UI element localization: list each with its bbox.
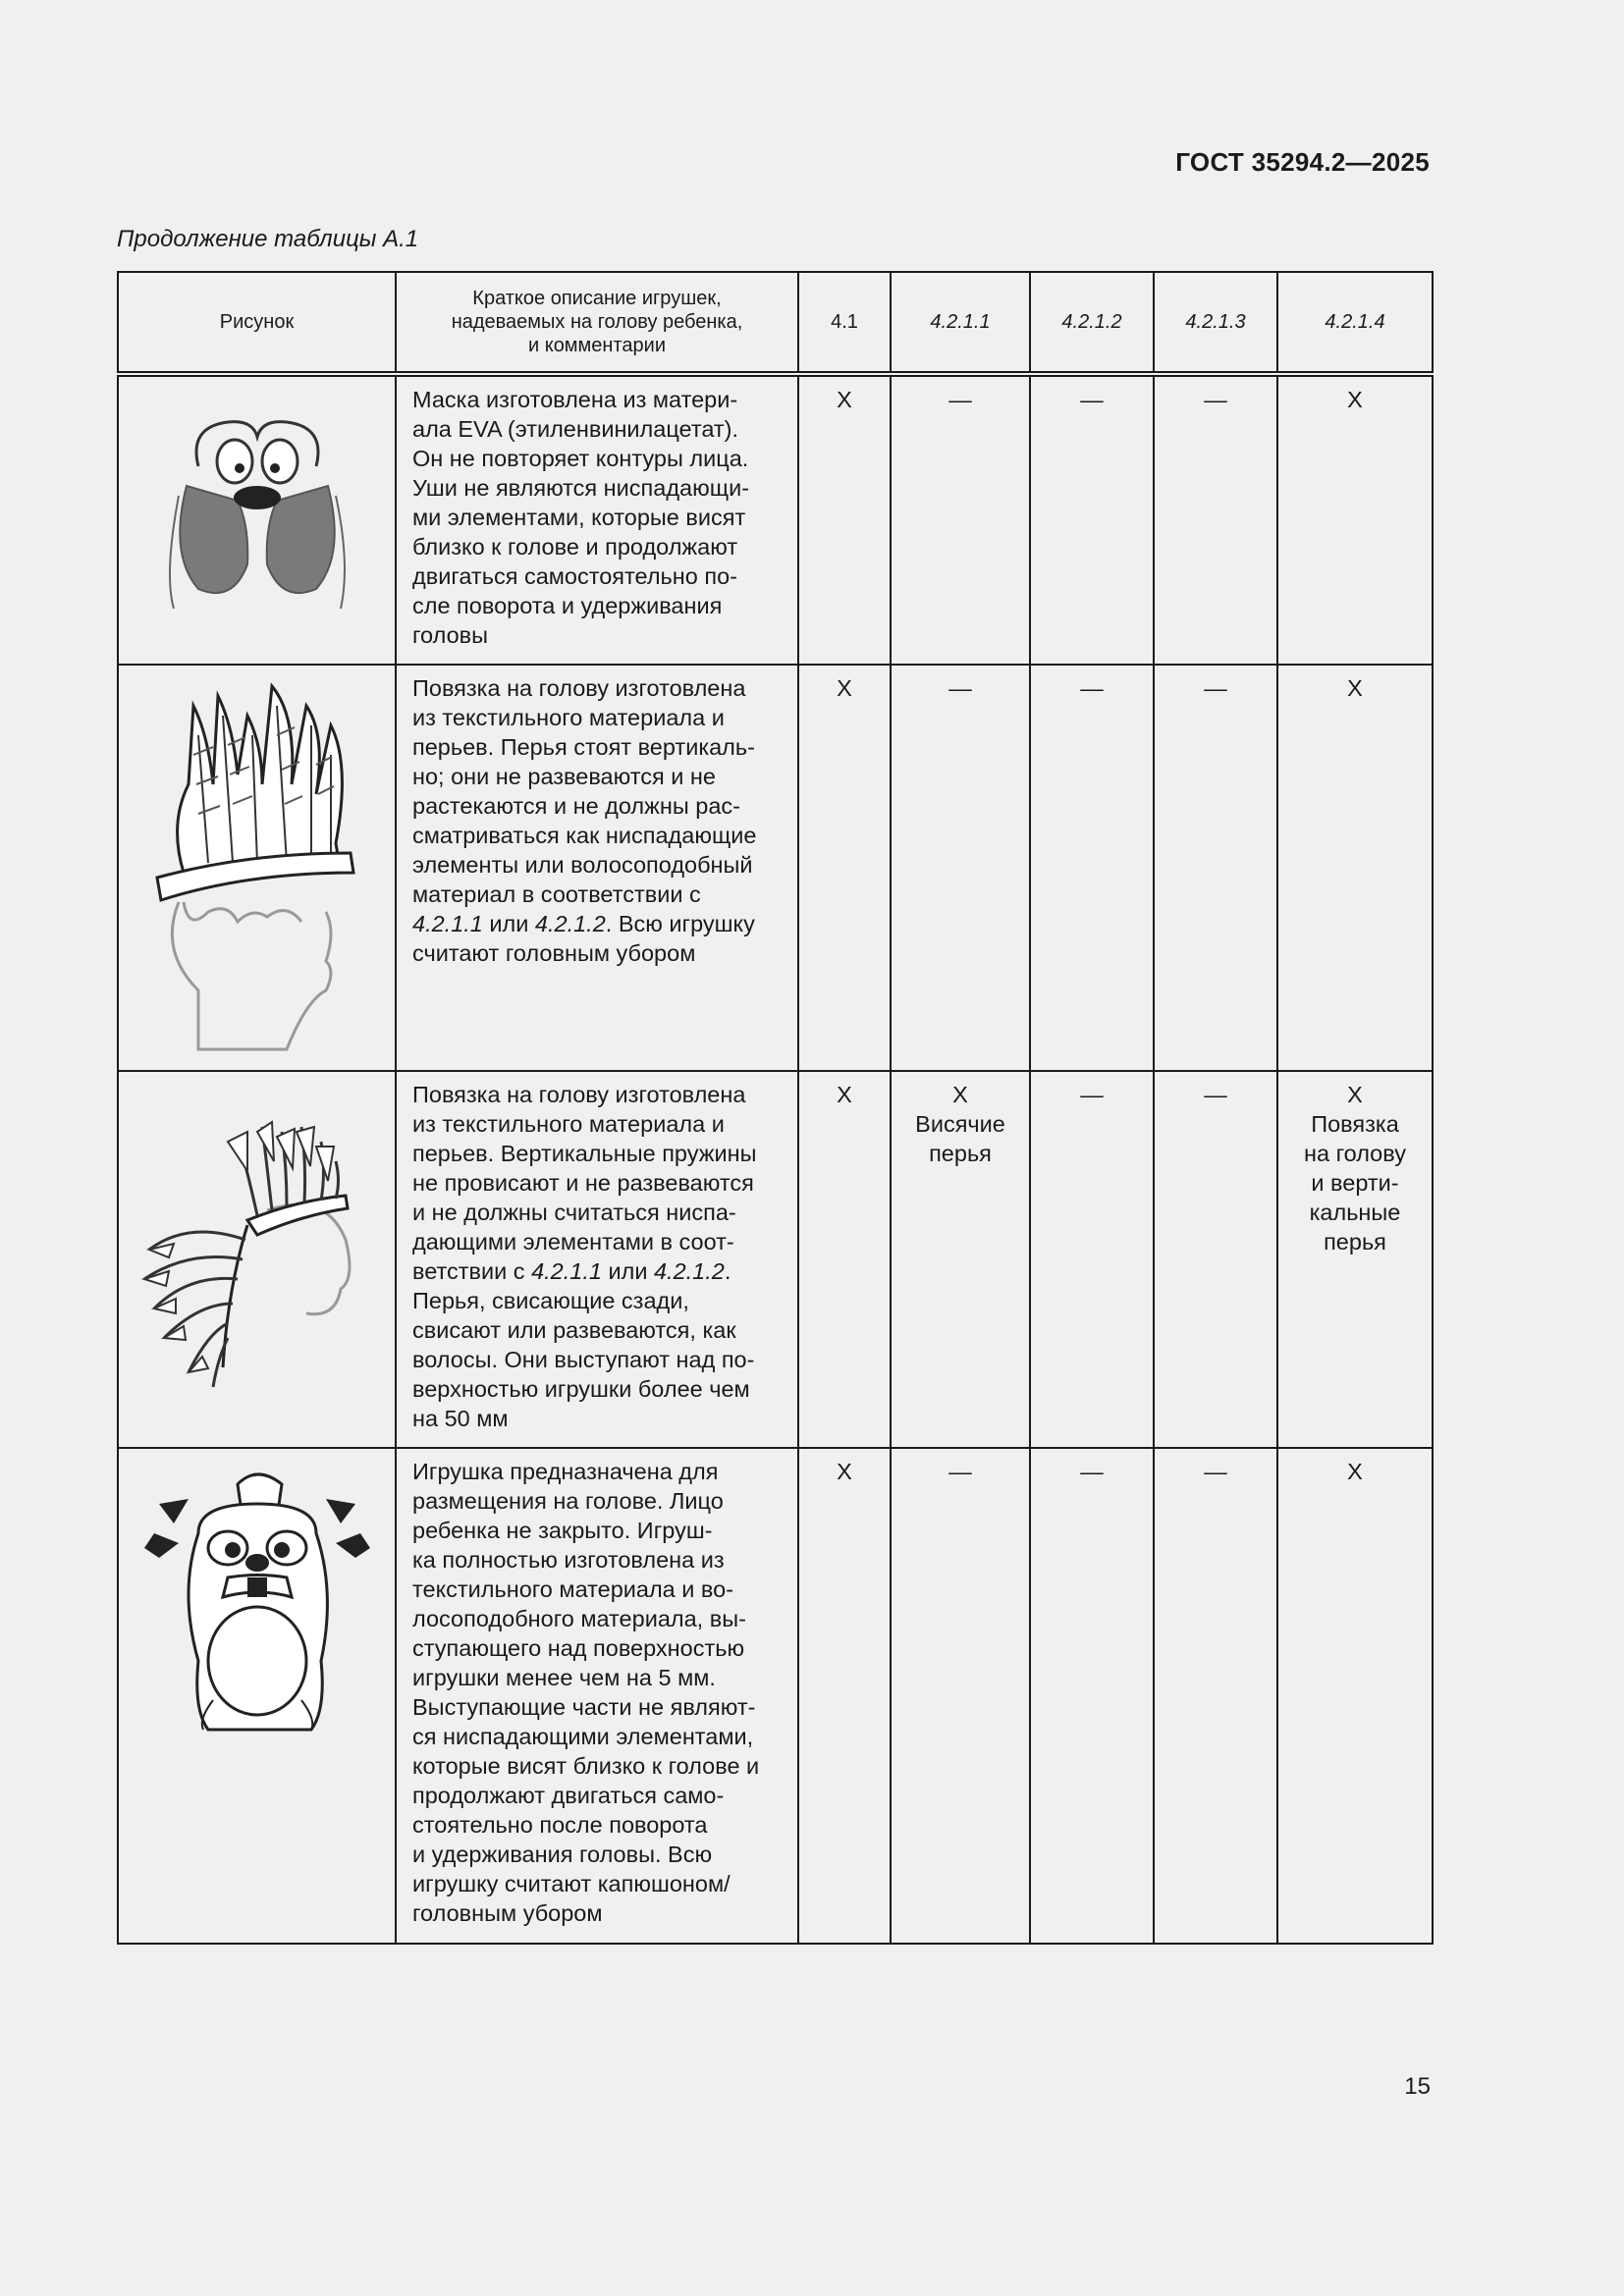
mark-4-2-1-1: — — [891, 374, 1030, 665]
mask-illustration — [139, 407, 375, 633]
col-header-4-2-1-1: 4.2.1.1 — [891, 272, 1030, 374]
table-row — [118, 1071, 1433, 1448]
description-cell: Маска изготовлена из матери- ала EVA (этиленвинилацетат). Он не повторяет контуры лица. Уши не являются ниспадающи- ми элементами, которые висят близко к голове и продолжают двигаться самостоятельно по- сле поворота и удерживания головы — [396, 374, 798, 665]
mark-4-2-1-2: — — [1030, 665, 1154, 1071]
feather-headband-illustration — [139, 676, 375, 1059]
description-cell: Повязка на голову изготовлена из текстильного материала и перьев. Перья стоят вертикаль- но; они не развеваются и не растекаются и не должны рас- сматриваться как ниспадающие элементы или волосоподобный материал в соответствии с 4.2.1.1 или 4.2.1.2. Всю игрушку считают головным убором — [396, 665, 798, 1071]
table-row — [118, 374, 1433, 665]
table-row — [118, 1448, 1433, 1944]
mark-4-1: X — [798, 374, 891, 665]
description-cell: Игрушка предназначена для размещения на голове. Лицо ребенка не закрыто. Игруш- ка полностью изготовлена из текстильного материала и во- лосоподобного материала, вы- ступающего над поверхностью игрушки менее чем на 5 мм. Выступающие части не являют- ся ниспадающими элементами, которые висят близко к голове и продолжают двигаться само- стоятельно после поворота и удерживания головы. Всю игрушку считают капюшоном/ головным убором — [396, 1448, 798, 1944]
mark-4-1: X — [798, 1071, 891, 1448]
mark-4-2-1-4: X — [1277, 665, 1433, 1071]
table-caption: Продолжение таблицы А.1 — [117, 226, 419, 252]
picture-cell — [118, 1448, 396, 1944]
mark-4-2-1-4: X — [1277, 1448, 1433, 1944]
mark-4-2-1-2: — — [1030, 1448, 1154, 1944]
mark-4-2-1-2: — — [1030, 374, 1154, 665]
mark-4-2-1-3: — — [1154, 1071, 1277, 1448]
mark-4-1: X — [798, 665, 891, 1071]
feather-spring-headband-illustration — [130, 1112, 385, 1407]
mark-4-2-1-1: — — [891, 1448, 1030, 1944]
requirements-table — [117, 271, 1434, 1945]
standard-number: ГОСТ 35294.2—2025 — [1175, 147, 1430, 177]
description-cell: Повязка на голову изготовлена из текстильного материала и перьев. Вертикальные пружины не провисают и не развеваются и не должны считаться ниспа- дающими элементами в соот- ветствии с 4.2.1.1 или 4.2.1.2. Перья, свисающие сзади, свисают или развеваются, как волосы. Они выступают над по- верхностью игрушки более чем на 50 мм — [396, 1071, 798, 1448]
table-row — [118, 665, 1433, 1071]
col-header-4-1: 4.1 — [798, 272, 891, 374]
col-header-4-2-1-4: 4.2.1.4 — [1277, 272, 1433, 374]
col-header-4-2-1-2: 4.2.1.2 — [1030, 272, 1154, 374]
mark-4-2-1-3: — — [1154, 374, 1277, 665]
mark-4-2-1-1: — — [891, 665, 1030, 1071]
col-header-4-2-1-3: 4.2.1.3 — [1154, 272, 1277, 374]
page-number: 15 — [1404, 2073, 1431, 2100]
col-header-picture: Рисунок — [118, 272, 396, 374]
mark-4-2-1-3: — — [1154, 665, 1277, 1071]
mark-4-1: X — [798, 1448, 891, 1944]
table-header-row — [118, 272, 1433, 374]
mark-4-2-1-3: — — [1154, 1448, 1277, 1944]
picture-cell — [118, 1071, 396, 1448]
mark-4-2-1-4: X — [1277, 374, 1433, 665]
mark-4-2-1-4: X Повязка на голову и верти- кальные перья — [1277, 1071, 1433, 1448]
picture-cell — [118, 665, 396, 1071]
mark-4-2-1-1: X Висячие перья — [891, 1071, 1030, 1448]
monster-hood-illustration — [139, 1465, 375, 1749]
col-header-description: Краткое описание игрушек, надеваемых на голову ребенка, и комментарии — [396, 272, 798, 374]
picture-cell — [118, 374, 396, 665]
mark-4-2-1-2: — — [1030, 1071, 1154, 1448]
